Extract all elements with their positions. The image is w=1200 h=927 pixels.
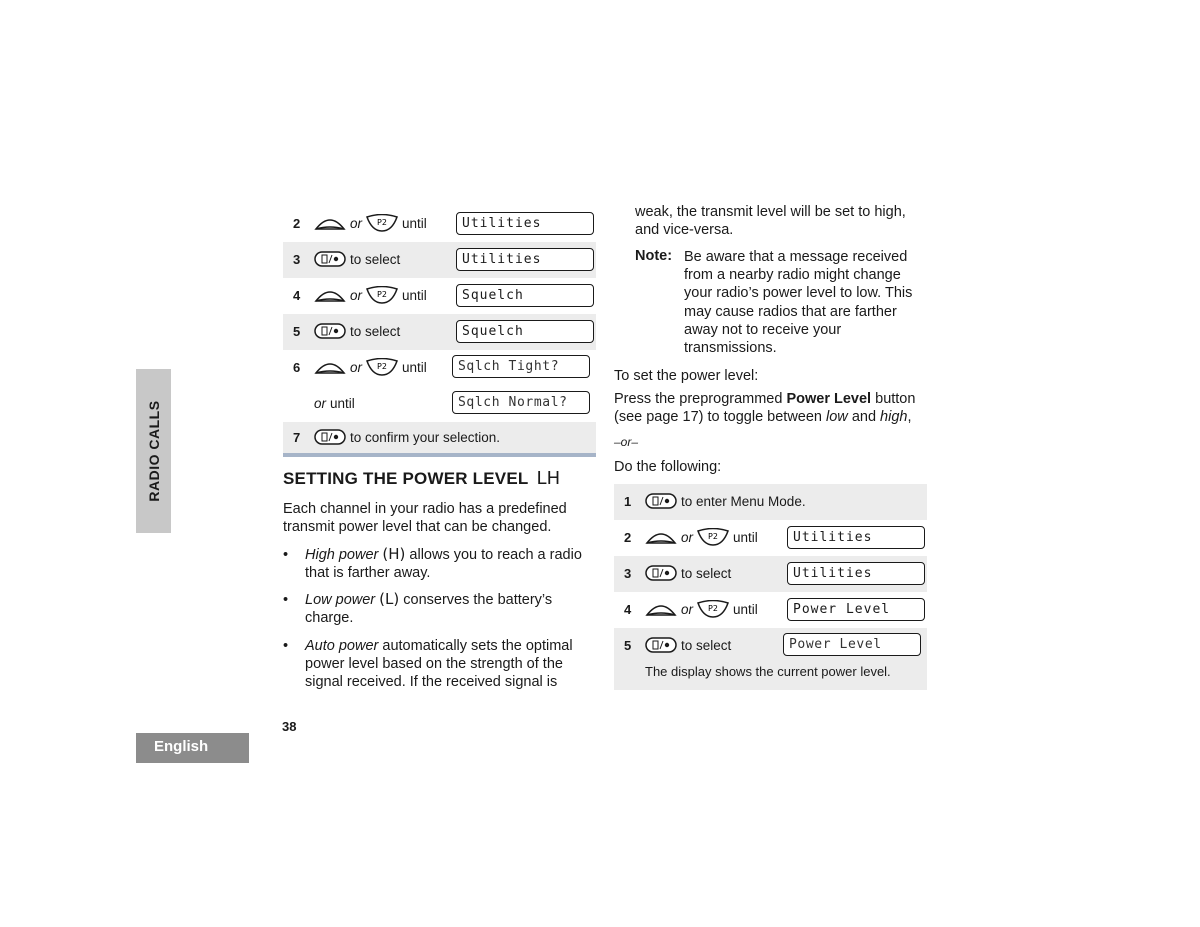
low-power-icon: (L) [379,590,400,608]
step-action: until [733,529,758,545]
continued-line: and vice-versa. [635,222,734,238]
up-rocker-key-icon [645,600,677,618]
side-tab-radio-calls [136,369,171,533]
bullet-dot: • [283,638,289,654]
step-conj: or [314,395,327,411]
page-number: 38 [282,719,297,734]
section-heading [283,468,560,489]
step-conj: or [350,359,363,375]
language-tab [136,733,249,763]
menu-select-key-icon [314,428,346,446]
step-number: 6 [293,360,301,375]
p2-button-icon [366,214,398,232]
lcd-display: Utilities [456,248,594,271]
bullet-term: Low power [305,592,376,608]
step-number: 2 [624,530,632,545]
lcd-display: Power Level [783,633,921,656]
up-rocker-key-icon [314,214,346,232]
step-conj: or [350,287,363,303]
step-conj: or [350,215,363,231]
step-row [614,556,927,592]
note-line: your radio’s power level to low. This [684,285,913,302]
bullet-line: charge. [305,610,354,626]
menu-select-key-icon [314,250,346,268]
section-heading-text: SETTING THE POWER LEVEL [283,469,529,488]
see-text: , [907,409,912,425]
step-row [283,314,596,350]
note-line: away not to receive your [684,321,842,338]
note-line: from a nearby radio might change [684,267,901,284]
bullet-line: conserves the battery’s [403,592,553,608]
note-text [684,248,924,357]
bullet-dot: • [283,547,289,563]
step-action: until [402,215,427,231]
note-line: may cause radios that are farther [684,303,897,320]
step-action: until [330,395,355,411]
note-label: Note: [635,248,673,264]
continued-line: weak, the transmit level will be set to high, [635,204,906,220]
step-action: until [402,359,427,375]
step-row [283,350,596,386]
language-tab-label: English [154,738,209,755]
step-row [283,386,596,422]
note-line: Be aware that a message received [684,249,908,265]
power-level-icon: LH [536,468,561,489]
step-row [283,278,596,314]
lcd-display: Power Level [787,598,925,621]
menu-select-key-icon [645,492,677,510]
note-line: transmissions. [684,340,777,357]
p2-button-icon [366,286,398,304]
svg-text:P2: P2 [377,362,387,371]
step-number: 1 [624,494,632,509]
lcd-display: Utilities [787,562,925,585]
bullet-line: automatically sets the optimal [382,638,573,654]
press-paragraph [614,390,915,426]
intro-line: Each channel in your radio has a predefined [283,501,567,517]
step-row [614,520,927,556]
step-row [614,628,927,690]
step-action: to select [350,323,401,339]
to-set-text: To set the power level: [614,368,759,384]
step-action: until [402,287,427,303]
step-number: 3 [624,566,632,581]
high-power-icon: (H) [382,545,406,563]
lcd-display: Sqlch Normal? [452,391,590,414]
step-conj: or [681,529,694,545]
step-action: to select [681,637,732,653]
do-following-text: Do the following: [614,459,722,475]
bullet-line: power level based on the strength of the [305,656,563,672]
svg-text:P2: P2 [377,218,387,227]
step-number: 4 [624,602,632,617]
menu-select-key-icon [645,564,677,582]
svg-text:P2: P2 [377,290,387,299]
intro-line: transmit power level that can be changed. [283,519,552,535]
step-action: until [733,601,758,617]
or-separator: –or– [614,435,639,449]
power-level-button-name: Power Level [786,391,872,407]
lcd-display: Squelch [456,284,594,307]
menu-select-key-icon [645,636,677,654]
continued-paragraph [635,203,906,239]
bullet-dot: • [283,592,289,608]
svg-text:P2: P2 [708,604,718,613]
low-term: low [826,409,848,425]
up-rocker-key-icon [314,286,346,304]
p2-button-icon [697,600,729,618]
step-row [283,242,596,278]
step-action: to select [681,565,732,581]
step-number: 5 [293,324,301,339]
press-text: Press the preprogrammed [614,391,783,407]
step-row [614,592,927,628]
see-text: and [851,409,877,425]
up-rocker-key-icon [314,358,346,376]
lcd-display: Sqlch Tight? [452,355,590,378]
bullet-term: Auto power [305,638,379,654]
lcd-display: Utilities [456,212,594,235]
intro-paragraph [283,500,567,536]
bullet-line: allows you to reach a radio [409,547,582,563]
step-action: to enter Menu Mode. [681,493,806,509]
bullet-line: signal received. If the received signal is [305,674,558,690]
see-text: (see page 17) to toggle between [614,409,822,425]
step-conj: or [681,601,694,617]
step-number: 2 [293,216,301,231]
p2-button-icon [697,528,729,546]
bullet-term: High power [305,547,379,563]
p2-button-icon [366,358,398,376]
menu-select-key-icon [314,322,346,340]
step-number: 3 [293,252,301,267]
step-subtext: The display shows the current power level. [645,664,891,679]
high-term: high [880,409,908,425]
step-action: to select [350,251,401,267]
step-number: 7 [293,430,301,445]
step-row [614,484,927,520]
bullet-line: that is farther away. [305,565,431,581]
svg-text:P2: P2 [708,532,718,541]
step-number: 5 [624,638,632,653]
up-rocker-key-icon [645,528,677,546]
side-tab-label: RADIO CALLS [145,400,162,502]
lcd-display: Squelch [456,320,594,343]
step-row [283,422,596,453]
section-divider [283,453,596,457]
press-text: button [875,391,916,407]
lcd-display: Utilities [787,526,925,549]
step-row [283,206,596,242]
step-number: 4 [293,288,301,303]
step-action: to confirm your selection. [350,429,501,445]
